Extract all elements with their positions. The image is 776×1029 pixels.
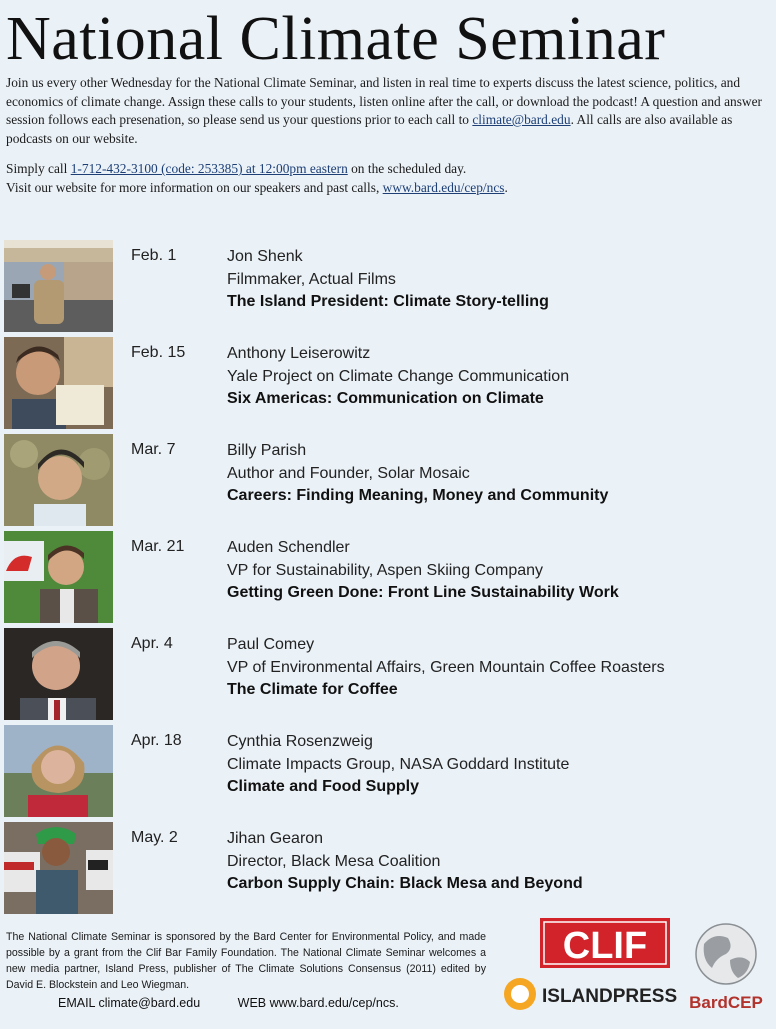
session-item — [0, 240, 776, 332]
speaker-affiliation: Yale Project on Climate Change Communication — [227, 367, 570, 385]
speaker-photo — [4, 434, 113, 526]
globe-icon — [696, 924, 756, 984]
speaker-affiliation: Author and Founder, Solar Mosaic — [227, 464, 470, 482]
session-topic: Careers: Finding Meaning, Money and Community — [227, 487, 609, 504]
speaker-name: Jihan Gearon — [227, 830, 324, 847]
speaker-photo — [4, 240, 113, 332]
session-date: Apr. 18 — [131, 732, 182, 749]
session-date: Mar. 7 — [131, 441, 176, 458]
bard-cep-logo — [689, 924, 763, 1012]
call-prefix: Simply call — [6, 161, 71, 176]
speaker-name: Paul Comey — [227, 636, 315, 653]
island-press-text: ISLANDPRESS — [542, 986, 678, 1007]
session-topic: The Climate for Coffee — [227, 681, 398, 698]
session-item — [0, 337, 776, 429]
page-title: National Climate Seminar — [6, 5, 666, 73]
speaker-affiliation: Climate Impacts Group, NASA Goddard Institute — [227, 755, 570, 773]
web-prefix: Visit our website for more information on our speakers and past calls, — [6, 179, 383, 195]
session-topic: Getting Green Done: Front Line Sustainability Work — [227, 584, 619, 601]
speaker-photo — [4, 531, 113, 623]
session-item — [0, 434, 776, 526]
contact-email: EMAIL climate@bard.edu — [58, 996, 201, 1010]
web-suffix: . — [504, 179, 508, 195]
website-link[interactable]: www.bard.edu/cep/ncs — [382, 179, 505, 195]
sponsor-text: The National Climate Seminar is sponsored by the Bard Center for Environmental Policy, and made possible by a grant from the Clif Bar Family Foundation. The National Climate Seminar welcomes a new media partner, Island Press, publisher of The Climate Solutions Consensus (2011) edited by David E. Blockstein and Leo Wiegman. — [6, 931, 486, 991]
speaker-affiliation: VP for Sustainability, Aspen Skiing Company — [227, 561, 544, 579]
speaker-photo — [4, 337, 113, 429]
speaker-photo — [4, 725, 113, 817]
session-topic: Carbon Supply Chain: Black Mesa and Beyond — [227, 875, 583, 892]
session-topic: Climate and Food Supply — [227, 778, 420, 795]
speaker-name: Anthony Leiserowitz — [227, 345, 371, 362]
speaker-affiliation: VP of Environmental Affairs, Green Mountain Coffee Roasters — [227, 658, 665, 676]
bard-cep-text: BardCEP — [689, 993, 763, 1012]
session-topic: Six Americas: Communication on Climate — [227, 390, 544, 407]
email-link[interactable]: climate@bard.edu — [472, 112, 571, 127]
session-item — [0, 822, 776, 914]
session-item — [0, 628, 776, 720]
intro-text — [6, 74, 768, 197]
session-date: May. 2 — [131, 829, 178, 846]
island-press-logo — [504, 978, 677, 1010]
speaker-affiliation: Director, Black Mesa Coalition — [227, 852, 441, 870]
speaker-name: Cynthia Rosenzweig — [227, 733, 373, 750]
speaker-name: Billy Parish — [227, 442, 307, 459]
speaker-name: Auden Schendler — [227, 539, 350, 556]
session-topic: The Island President: Climate Story-telling — [227, 293, 549, 310]
contact-line — [58, 996, 433, 1010]
speaker-photo — [4, 628, 113, 720]
call-suffix: on the scheduled day. — [347, 161, 467, 176]
session-item — [0, 531, 776, 623]
speaker-photo — [4, 822, 113, 914]
session-date: Apr. 4 — [131, 635, 173, 652]
session-item — [0, 725, 776, 817]
session-date: Mar. 21 — [131, 538, 185, 555]
contact-web: WEB www.bard.edu/cep/ncs. — [237, 996, 399, 1010]
clif-logo-text: CLIF — [562, 925, 648, 967]
speaker-name: Jon Shenk — [227, 248, 303, 265]
phone-link[interactable]: 1-712-432-3100 (code: 253385) at 12:00pm eastern — [70, 161, 348, 176]
intro-part1: Join us every other Wednesday for the National Climate Seminar, and listen in real time to experts discuss the latest science, politics, and economics of climate change. Assign these calls to your students, listen online after the call, or download the podcast! A question and answer session follows each presenation, so please send us your questions prior to each call to — [6, 75, 763, 127]
session-date: Feb. 1 — [131, 247, 177, 264]
clif-logo — [540, 918, 670, 968]
speaker-affiliation: Filmmaker, Actual Films — [227, 270, 396, 288]
sponsor-logos — [498, 914, 776, 1024]
intro-part2: . All calls are also available as podcasts on our website. — [6, 112, 733, 146]
session-date: Feb. 15 — [131, 344, 186, 361]
